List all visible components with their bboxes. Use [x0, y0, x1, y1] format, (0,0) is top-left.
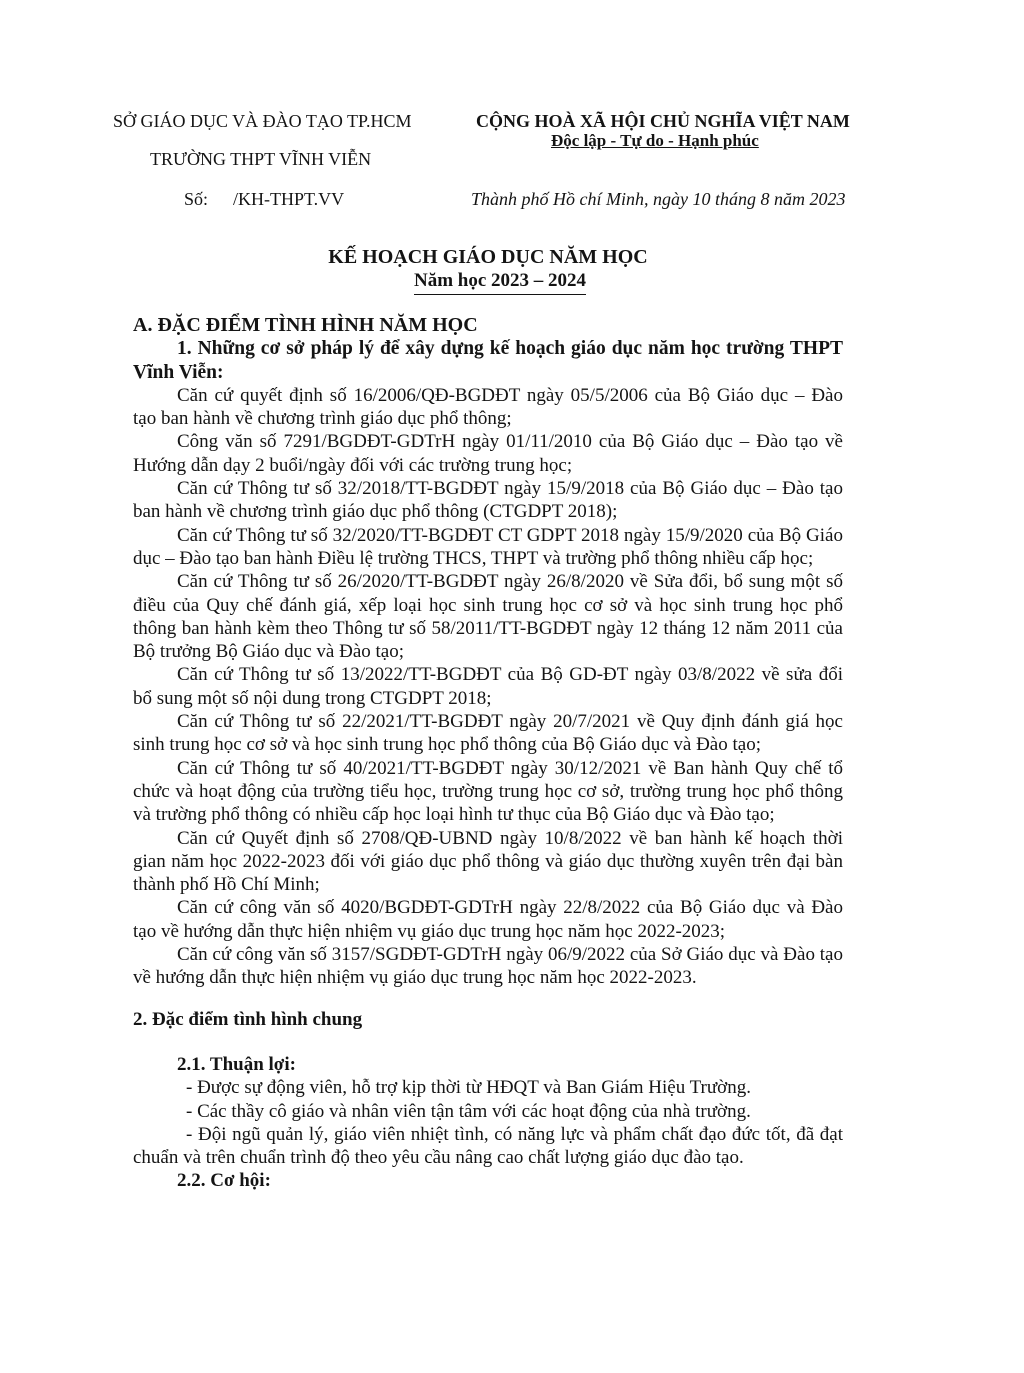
document-number-label: Số:	[184, 189, 209, 209]
legal-basis-item: Căn cứ Thông tư số 13/2022/TT-BGDĐT của Bộ GD-ĐT ngày 03/8/2022 về sửa đổi bổ sung một số nội dung trong CTGDPT 2018;	[133, 664, 843, 709]
document-body	[133, 314, 843, 1193]
legal-basis-item: Căn cứ công văn số 3157/SGDĐT-GDTrH ngày 06/9/2022 của Sở Giáo dục và Đào tạo về hướng dẫn thực hiện nhiệm vụ giáo dục trung học năm học 2022-2023.	[133, 944, 843, 989]
legal-basis-item: Căn cứ Thông tư số 26/2020/TT-BGDĐT ngày 26/8/2020 về Sửa đổi, bổ sung một số điều của Quy chế đánh giá, xếp loại học sinh trung học cơ sở và học sinh trung học phổ thông ban hành kèm theo Thông tư số 58/2011/TT-BGDĐT ngày 12 tháng 12 năm 2011 của Bộ trưởng Bộ Giáo dục và Đào tạo;	[133, 571, 843, 663]
legal-basis-item: Căn cứ công văn số 4020/BGDĐT-GDTrH ngày 22/8/2022 của Bộ Giáo dục và Đào tạo về hướng dẫn thực hiện nhiệm vụ giáo dục trung học năm học 2022-2023;	[133, 897, 843, 942]
advantage-item: - Được sự động viên, hỗ trợ kịp thời từ HĐQT và Ban Giám Hiệu Trường.	[186, 1077, 751, 1099]
school-year: Năm học 2023 – 2024	[414, 270, 586, 295]
document-number: /KH-THPT.VV	[233, 189, 345, 209]
place-and-date: Thành phố Hồ chí Minh, ngày 10 tháng 8 năm 2023	[471, 189, 846, 209]
legal-basis-item: Căn cứ quyết định số 16/2006/QĐ-BGDĐT ngày 05/5/2006 của Bộ Giáo dục – Đào tạo ban hành về chương trình giáo dục phổ thông;	[133, 384, 843, 430]
legal-basis-item: Công văn số 7291/BGDĐT-GDTrH ngày 01/11/2010 của Bộ Giáo dục – Đào tạo về Hướng dẫn dạy 2 buổi/ngày đối với các trường trung học;	[133, 431, 843, 476]
document-title: KẾ HOẠCH GIÁO DỤC NĂM HỌC	[328, 246, 648, 268]
legal-basis-item: Căn cứ Thông tư số 32/2018/TT-BGDĐT ngày 15/9/2018 của Bộ Giáo dục – Đào tạo ban hành về chương trình giáo dục phổ thông (CTGDPT 2018);	[133, 478, 843, 523]
national-motto: Độc lập - Tự do - Hạnh phúc	[551, 131, 759, 150]
legal-basis-item: Căn cứ Thông tư số 40/2021/TT-BGDĐT ngày 30/12/2021 về Ban hành Quy chế tổ chức và hoạt động của trường tiểu học, trường trung học cơ sở, trường trung học phổ thông và trường phổ thông có nhiều cấp học loại hình tư thục của Bộ Giáo dục và Đào tạo;	[133, 757, 843, 826]
advantage-item: - Các thầy cô giáo và nhân viên tận tâm với các hoạt động của nhà trường.	[186, 1100, 751, 1122]
national-title: CỘNG HOÀ XÃ HỘI CHỦ NGHĨA VIỆT NAM	[476, 111, 850, 131]
advantage-item: - Đội ngũ quản lý, giáo viên nhiệt tình, có năng lực và phẩm chất đạo đức tốt, đã đạt chuẩn và trên chuẩn trình độ theo yêu cầu nâng cao chất lượng giáo dục đào tạo.	[133, 1123, 843, 1169]
general-situation-heading: 2. Đặc điểm tình hình chung	[133, 1008, 363, 1030]
issuing-department: SỞ GIÁO DỤC VÀ ĐÀO TẠO TP.HCM	[113, 111, 412, 131]
section-a-heading: A. ĐẶC ĐIỂM TÌNH HÌNH NĂM HỌC	[133, 314, 478, 336]
legal-basis-item: Căn cứ Quyết định số 2708/QĐ-UBND ngày 10/8/2022 về ban hành kế hoạch thời gian năm học 2022-2023 đối với giáo dục phổ thông và giáo dục thường xuyên trên đại bàn thành phố Hồ Chí Minh;	[133, 827, 843, 896]
school-name: TRƯỜNG THPT VĨNH VIỄN	[150, 149, 372, 169]
legal-basis-item: Căn cứ Thông tư số 22/2021/TT-BGDĐT ngày 20/7/2021 về Quy định đánh giá học sinh trung học cơ sở và học sinh trung học phổ thông của Bộ Giáo dục và Đào tạo;	[133, 711, 843, 756]
legal-basis-heading: 1. Những cơ sở pháp lý để xây dựng kế hoạch giáo dục năm học trường THPT Vĩnh Viễn:	[133, 338, 843, 383]
legal-basis-item: Căn cứ Thông tư số 32/2020/TT-BGDĐT CT GDPT 2018 ngày 15/9/2020 của Bộ Giáo dục – Đào tạo ban hành Điều lệ trường THCS, THPT và trường phổ thông nhiều cấp học;	[133, 524, 843, 569]
opportunities-heading: 2.2. Cơ hội:	[177, 1170, 271, 1192]
advantages-heading: 2.1. Thuận lợi:	[177, 1053, 296, 1075]
